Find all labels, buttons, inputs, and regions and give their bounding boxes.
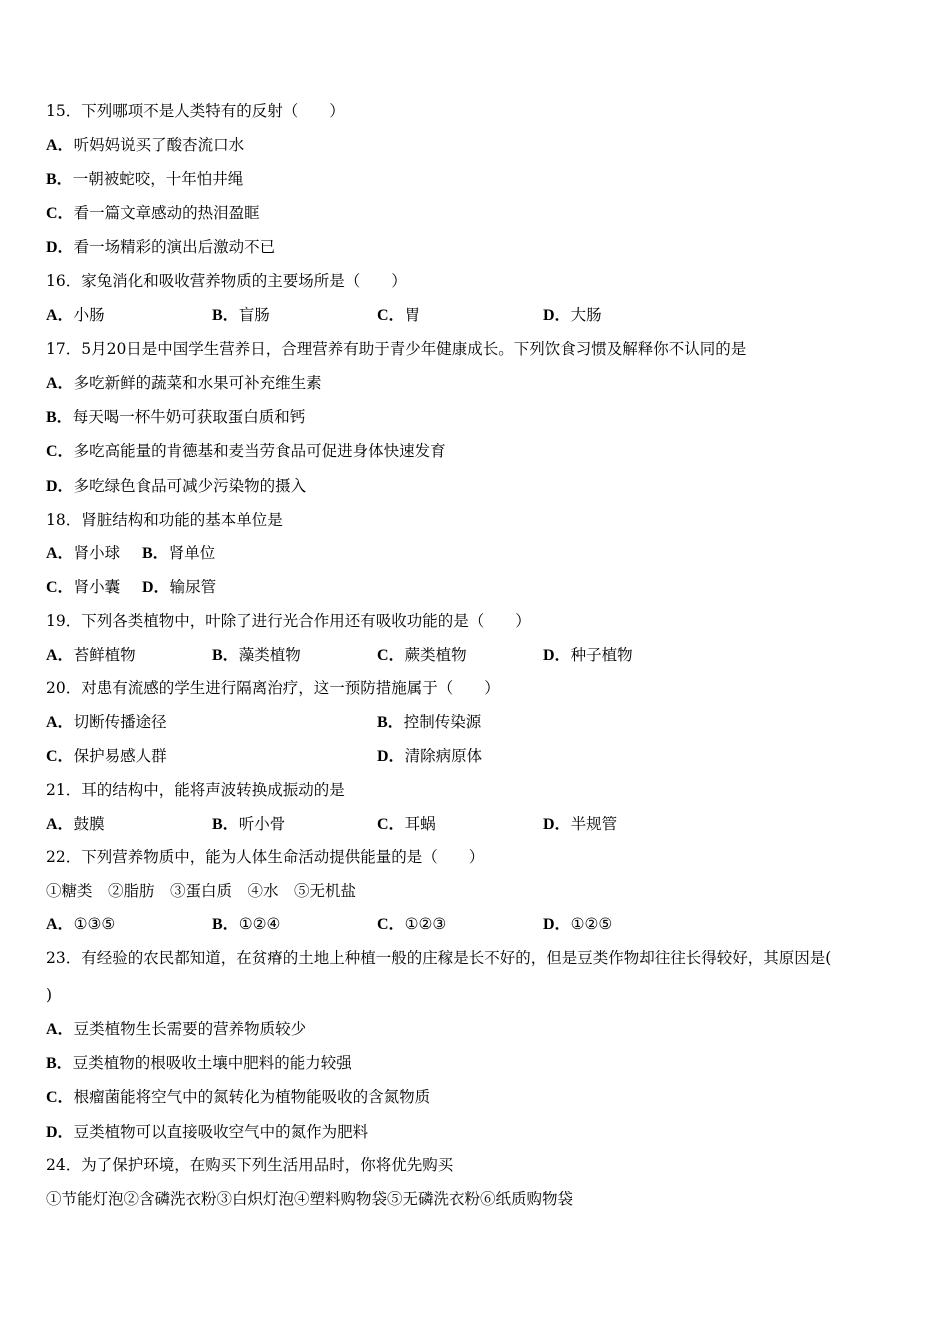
option-text: 多吃绿色食品可减少污染物的摄入 <box>73 477 307 495</box>
option-label: B． <box>212 816 239 833</box>
option-label: A． <box>46 375 74 392</box>
q18-option-c <box>46 577 120 598</box>
q20-option-a <box>46 712 167 733</box>
option-text: ①②⑤ <box>570 915 613 933</box>
q21-option-d <box>543 814 617 835</box>
option-label: D． <box>46 239 74 256</box>
question-22-stem: 22．下列营养物质中，能为人体生命活动提供能量的是（ ） <box>46 848 485 866</box>
option-label: C． <box>46 205 74 222</box>
option-text: 保护易感人群 <box>73 747 167 765</box>
q24-items: ①节能灯泡②含磷洗衣粉③白炽灯泡④塑料购物袋⑤无磷洗衣粉⑥纸质购物袋 <box>46 1190 574 1208</box>
q23-option-d <box>46 1122 368 1143</box>
q18-option-d <box>142 577 216 598</box>
option-label: A． <box>46 714 74 731</box>
option-text: 半规管 <box>570 815 618 833</box>
option-label: A． <box>46 545 74 562</box>
option-label: B． <box>212 916 239 933</box>
q20-option-c <box>46 746 167 767</box>
option-text: 一朝被蛇咬，十年怕井绳 <box>72 170 244 188</box>
option-label: A． <box>46 1021 74 1038</box>
option-label: B． <box>212 647 239 664</box>
option-text: 看一篇文章感动的热泪盈眶 <box>73 204 260 222</box>
option-text: 听妈妈说买了酸杏流口水 <box>73 136 245 154</box>
option-text: 肾小球 <box>73 544 121 562</box>
option-label: C． <box>377 916 405 933</box>
option-text: 藻类植物 <box>238 646 301 664</box>
option-label: B． <box>377 714 404 731</box>
option-label: D． <box>543 916 571 933</box>
q16-option-a <box>46 305 105 326</box>
option-label: C． <box>46 443 74 460</box>
q17-option-a <box>46 373 322 394</box>
option-label: B． <box>142 545 169 562</box>
q21-option-c <box>377 814 436 835</box>
question-24-stem: 24．为了保护环境，在购买下列生活用品时，你将优先购买 <box>46 1156 454 1174</box>
option-text: 小肠 <box>73 306 105 324</box>
question-21-stem: 21．耳的结构中，能将声波转换成振动的是 <box>46 781 345 799</box>
question-16-stem: 16．家兔消化和吸收营养物质的主要场所是（ ） <box>46 272 407 290</box>
q19-option-c <box>377 645 467 666</box>
q19-option-d <box>543 645 633 666</box>
q22-items: ①糖类 ②脂肪 ③蛋白质 ④水 ⑤无机盐 <box>46 882 357 900</box>
option-label: D． <box>377 748 405 765</box>
option-text: 控制传染源 <box>403 713 482 731</box>
q15-option-c <box>46 203 260 224</box>
option-label: C． <box>46 1089 74 1106</box>
question-18-stem: 18．肾脏结构和功能的基本单位是 <box>46 511 283 529</box>
option-text: 多吃新鲜的蔬菜和水果可补充维生素 <box>73 374 322 392</box>
option-label: C． <box>46 579 74 596</box>
option-label: C． <box>46 748 74 765</box>
option-label: D． <box>142 579 170 596</box>
q22-option-d <box>543 914 612 935</box>
option-text: 苔鲜植物 <box>73 646 136 664</box>
q15-option-a <box>46 135 244 156</box>
q17-option-b <box>46 407 305 428</box>
option-text: ①②③ <box>404 915 447 933</box>
q17-option-c <box>46 441 446 462</box>
option-text: 输尿管 <box>169 578 217 596</box>
option-label: A． <box>46 137 74 154</box>
q18-option-b <box>142 543 215 564</box>
q19-option-a <box>46 645 136 666</box>
q21-option-a <box>46 814 105 835</box>
option-label: D． <box>543 307 571 324</box>
option-text: 肾单位 <box>168 544 216 562</box>
option-label: A． <box>46 307 74 324</box>
question-23-stem: 23．有经验的农民都知道，在贫瘠的土地上种植一般的庄稼是长不好的，但是豆类作物却往往长得较好，其原因是( <box>46 949 832 967</box>
option-label: B． <box>46 171 73 188</box>
q23-option-a <box>46 1019 306 1040</box>
option-text: 切断传播途径 <box>73 713 167 731</box>
q17-option-d <box>46 476 306 497</box>
question-23-stem-cont: ) <box>46 986 53 1004</box>
q20-option-d <box>377 746 482 767</box>
q21-option-b <box>212 814 285 835</box>
option-text: 豆类植物可以直接吸收空气中的氮作为肥料 <box>73 1123 369 1141</box>
q23-option-c <box>46 1087 430 1108</box>
question-15-stem: 15．下列哪项不是人类特有的反射（ ） <box>46 102 345 120</box>
option-label: C． <box>377 647 405 664</box>
option-text: ①③⑤ <box>73 915 116 933</box>
option-text: 听小骨 <box>238 815 286 833</box>
option-text: 清除病原体 <box>404 747 483 765</box>
question-19-stem: 19．下列各类植物中，叶除了进行光合作用还有吸收功能的是（ ） <box>46 612 531 630</box>
option-label: C． <box>377 307 405 324</box>
option-text: 多吃高能量的肯德基和麦当劳食品可促进身体快速发育 <box>73 442 446 460</box>
option-text: 每天喝一杯牛奶可获取蛋白质和钙 <box>72 408 306 426</box>
q15-option-b <box>46 169 243 190</box>
q19-option-b <box>212 645 301 666</box>
option-text: 耳蜗 <box>404 815 436 833</box>
option-label: A． <box>46 916 74 933</box>
option-text: 豆类植物生长需要的营养物质较少 <box>73 1020 307 1038</box>
q22-option-b <box>212 914 280 935</box>
option-label: B． <box>46 1055 73 1072</box>
option-text: 种子植物 <box>570 646 633 664</box>
option-text: 豆类植物的根吸收土壤中肥料的能力较强 <box>72 1054 352 1072</box>
q16-option-d <box>543 305 602 326</box>
option-text: 看一场精彩的演出后激动不已 <box>73 238 276 256</box>
option-label: C． <box>377 816 405 833</box>
q18-option-a <box>46 543 120 564</box>
question-17-stem: 17．5月20日是中国学生营养日，合理营养有助于青少年健康成长。下列饮食习惯及解释你不认同的是 <box>46 340 747 358</box>
q20-option-b <box>377 712 481 733</box>
option-label: D． <box>46 478 74 495</box>
option-label: A． <box>46 647 74 664</box>
option-text: 蕨类植物 <box>404 646 467 664</box>
option-text: ①②④ <box>238 915 281 933</box>
option-label: D． <box>46 1124 74 1141</box>
option-text: 大肠 <box>570 306 602 324</box>
option-label: B． <box>46 409 73 426</box>
option-label: A． <box>46 816 74 833</box>
option-text: 肾小囊 <box>73 578 121 596</box>
q22-option-a <box>46 914 115 935</box>
option-label: B． <box>212 307 239 324</box>
option-text: 鼓膜 <box>73 815 105 833</box>
q22-option-c <box>377 914 446 935</box>
option-text: 胃 <box>404 306 421 324</box>
option-label: D． <box>543 816 571 833</box>
q23-option-b <box>46 1053 352 1074</box>
q15-option-d <box>46 237 275 258</box>
option-text: 盲肠 <box>238 306 270 324</box>
option-label: D． <box>543 647 571 664</box>
option-text: 根瘤菌能将空气中的氮转化为植物能吸收的含氮物质 <box>73 1088 431 1106</box>
q16-option-c <box>377 305 420 326</box>
q16-option-b <box>212 305 270 326</box>
question-20-stem: 20．对患有流感的学生进行隔离治疗，这一预防措施属于（ ） <box>46 679 500 697</box>
